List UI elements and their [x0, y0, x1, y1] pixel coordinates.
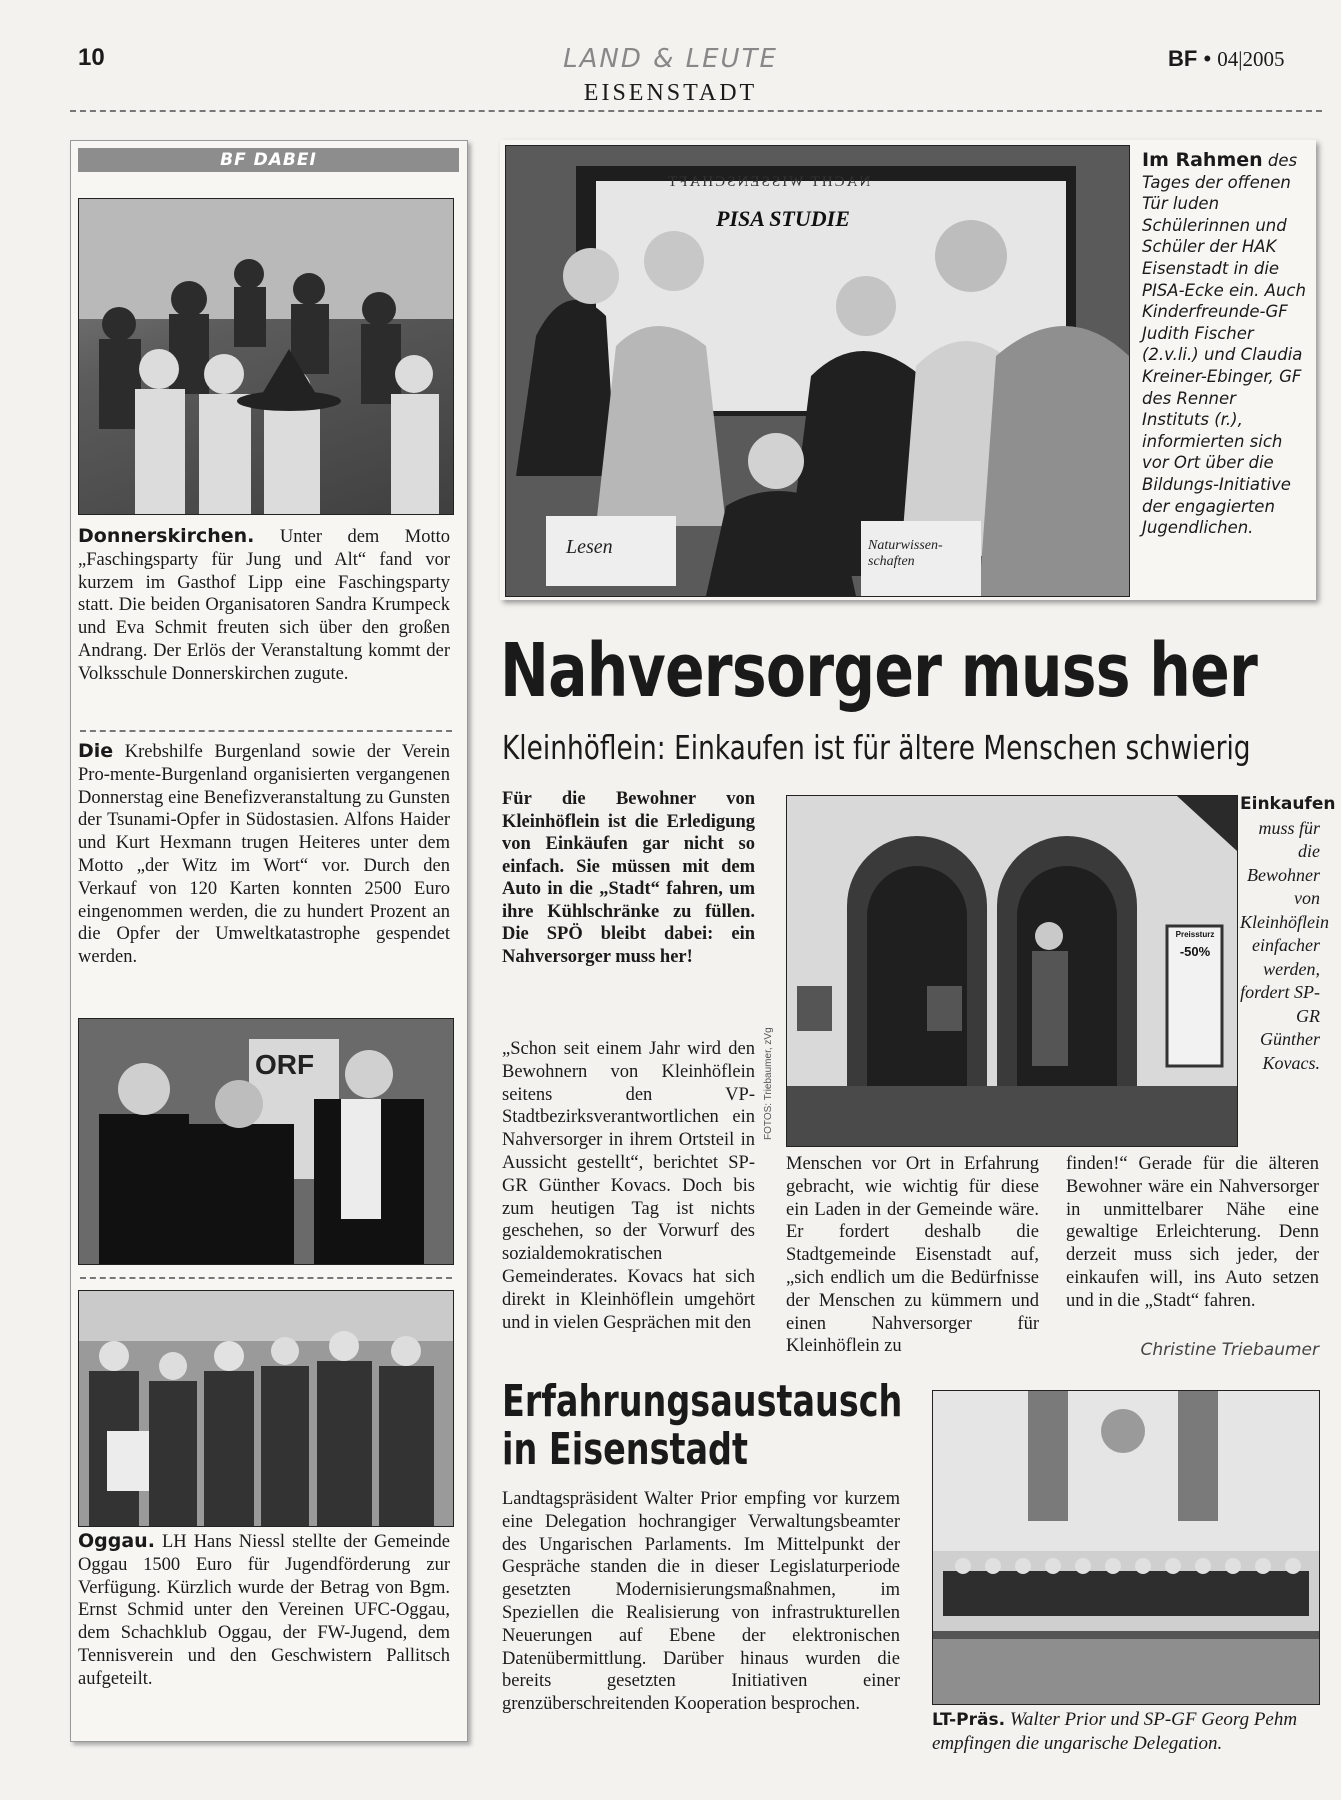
main-article-col2: Menschen vor Ort in Erfahrung gebracht, wie wichtig für diese ein Laden in der Gemeinde wäre. Er fordert deshalb die Stadtgemeinde Eisenstadt auf, „sich endlich um die Bedürfnisse der Menschen zu kümmern und einen Nahversorger für Kleinhöflein zu [786, 1154, 1039, 1357]
sidebar-item-oggau [78, 1530, 450, 1691]
page-number: 10 [78, 44, 105, 71]
photo-oggau-group [78, 1290, 454, 1527]
tv-logo: ORF [255, 1049, 315, 1080]
sidebar-item-krebshilfe [78, 740, 450, 969]
card-label-right: Naturwissen-schaften [868, 538, 943, 569]
pisa-photo-caption [1142, 150, 1308, 539]
second-article-text: Landtagspräsident Walter Prior empfing vor kurzem eine Delegation hochrangiger Verwaltungsbeamter des Ungarischen Parlaments. Im Mittelpunkt der Gespräche standen die in dieser Legislaturperiode gesetzten Modernisierungsmaßnahmen, im Speziellen die Realisierung von infrastrukturellen Neuerungen auf Ebene der elektronischen Datenübermittlung. Darüber hinaus wurden die bereits gesetzten Initiativen einer grenzüberschreitenden Kooperation besprochen. [502, 1489, 900, 1715]
sidebar-item-lead: Die [78, 740, 114, 762]
main-article-lead: Für die Bewohner von Kleinhöflein ist die Erledigung von Einkäufen gar nicht so einfach. Sie müssen mit dem Auto in die „Stadt“ fahren, um ihre Kühlschränke zu füllen. Die SPÖ bleibt dabei: ein Nahversorger muss her! [502, 789, 755, 967]
kleinhoeflein-photo-caption [1240, 793, 1336, 1075]
photo-credit: FOTOS: Triebaumer, zVg [763, 1027, 774, 1140]
caption-text: muss für die Bewohner von Kleinhöflein einfacher werden, fordert SP-GR Günther Kovacs. [1240, 817, 1329, 1073]
main-subheadline: Kleinhöflein: Einkaufen ist für ältere Menschen schwierig [502, 728, 1251, 767]
caption-lead: LT-Präs. [932, 1710, 1006, 1730]
caption-text: des Tages der offenen Tür luden Schülerinnen und Schüler der HAK Eisenstadt in die PISA-Ecke ein. Auch Kinderfreunde-GF Judith Fischer (2.v.li.) und Claudia Kreiner-Ebinger, GF des Renner Instituts (r.), informierten sich vor Ort über die Bildungs-Initiative der engagierten Jugendlichen. [1142, 151, 1306, 538]
photo-kleinhoeflein-store [786, 795, 1238, 1147]
poster-percent: -50% [1179, 944, 1211, 959]
second-headline [502, 1378, 902, 1474]
article-author: Christine Triebaumer [1140, 1340, 1319, 1360]
main-headline: Nahversorger muss her [500, 628, 1258, 714]
sidebar-item-text: Unter dem Motto „Faschingsparty für Jung und Alt“ fand vor kurzem im Gasthof Lipp eine Faschingsparty statt. Die beiden Organisatoren Sandra Krumpeck und Eva Schmit freuten sich über den großen Andrang. Der Erlös der Veranstaltung kommt der Volksschule Donnerskirchen zugute. [78, 527, 450, 684]
card-label-left: Lesen [566, 536, 613, 558]
second-headline-line2: in Eisenstadt [502, 1424, 748, 1475]
caption-text: Walter Prior und SP-GF Georg Pehm empfingen die ungarische Delegation. [932, 1709, 1298, 1754]
poster-text: Preissturz [1175, 930, 1215, 939]
photo-pisa-corner [505, 145, 1130, 597]
sidebar-item-donnerskirchen [78, 525, 450, 686]
parliament-photo-caption [932, 1708, 1318, 1755]
main-article-col3: finden!“ Gerade für die älteren Bewohner wäre ein Nahversorger in unmittelbarer Nähe eine gewaltige Erleichterung. Denn derzeit muss sich jeder, der einkaufen will, ins Auto setzen und in die „Stadt“ fahren. [1066, 1154, 1319, 1311]
section-title: LAND & LEUTE [563, 44, 778, 74]
sidebar-item-text: LH Hans Niessl stellte der Gemeinde Oggau 1500 Euro für Jugendförderung zur Verfügung. Kürzlich wurde der Betrag von Bgm. Ernst Schmid unter den Vereinen UFC-Oggau, dem Schachklub Oggau, der FW-Jugend, dem Tennisverein und den Geschwistern Pallitsch aufgeteilt. [78, 1532, 451, 1689]
sidebar-item-lead: Donnerskirchen. [78, 525, 255, 547]
publication-logo: BF • 04|2005 [1168, 46, 1285, 71]
sidebar-box-title: BF DABEI [78, 148, 459, 172]
photo-parliament-delegation [932, 1390, 1320, 1705]
sidebar-item-lead: Oggau. [78, 1530, 155, 1552]
sidebar-divider [80, 1277, 452, 1279]
photo-benefit-event [78, 1018, 454, 1265]
sidebar-divider [80, 730, 452, 732]
issue-number: 04|2005 [1217, 47, 1285, 71]
header-divider [70, 110, 1322, 112]
subsection-title: EISENSTADT [583, 80, 758, 106]
photo-children-party [78, 198, 454, 515]
board-title: PISA STUDIE [716, 206, 850, 231]
sidebar-item-text: Krebshilfe Burgenland sowie der Verein Pro-mente-Burgenland organisierten vergangenen Donnerstag eine Benefizveranstaltung zu Gunsten der Tsunami-Opfer in Südostasien. Alfons Haider und Kurt Hexmann trugen Heiteres unter dem Motto „der Witz im Wort“ vor. Durch den Verkauf von 120 Karten konnten 2500 Euro eingenommen werden, die zu hundert Prozent an die Opfer der Umweltkatastrophe gespendet werden. [78, 742, 450, 968]
second-headline-line1: Erfahrungsaustausch [502, 1376, 903, 1427]
publication-name: BF [1168, 46, 1198, 71]
board-banner: NACHT WISSENSCHAFT [666, 174, 871, 190]
caption-lead: Einkaufen [1240, 794, 1336, 814]
main-article-col1: „Schon seit einem Jahr wird den Bewohnern von Kleinhöflein seitens den VP-Stadtbezirksverantwortlichen ein Nahversorger in ihrem Ortsteil in Aussicht gestellt“, berichtet SP-GR Günther Kovacs. Doch bis zum heutigen Tag ist nichts geschehen, so der Vorwurf des sozialdemokratischen Gemeinderates. Kovacs hat sich direkt in Kleinhöflein umgehört und in vielen Gesprächen mit den [502, 1039, 755, 1333]
caption-lead: Im Rahmen [1142, 149, 1263, 171]
